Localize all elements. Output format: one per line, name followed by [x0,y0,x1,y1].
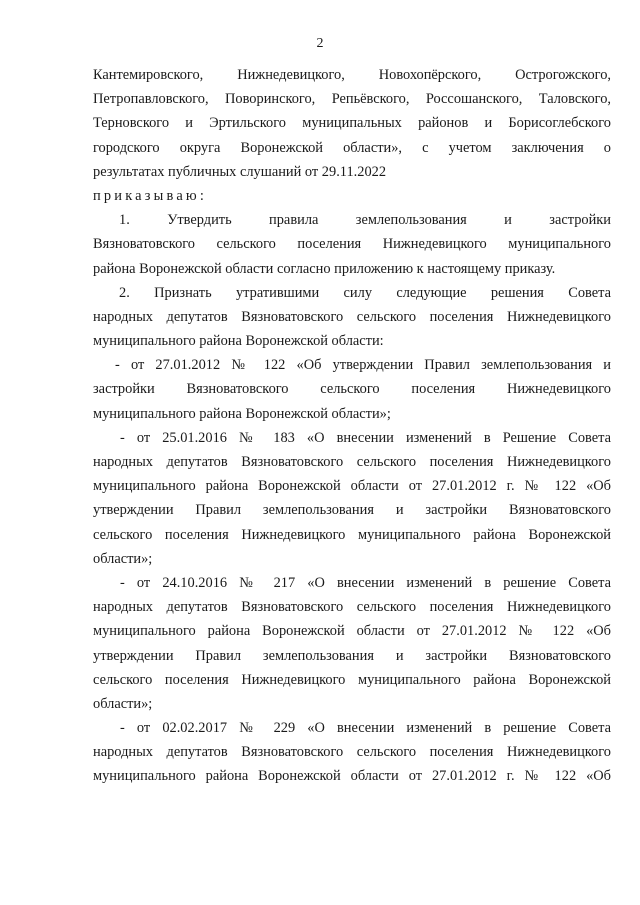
document-text-line: - от 25.01.2016 № 183 «О внесении изменений в Решение Совета [120,429,611,446]
document-text-line: Терновского и Эртильского муниципальных районов и Борисоглебского [93,115,611,132]
document-text-line: Вязноватовского сельского поселения Нижнедевицкого муниципального [93,236,611,253]
document-text-line: муниципального района Воронежской области от 27.01.2012 № 122 «Об [93,623,611,640]
document-text-line: результатах публичных слушаний от 29.11.2022 [93,163,387,180]
document-text-line: народных депутатов Вязноватовского сельского поселения Нижнедевицкого [93,308,611,325]
document-text-line: народных депутатов Вязноватовского сельского поселения Нижнедевицкого [93,599,611,616]
document-text-line: приказываю: [93,187,208,204]
document-text-line: Кантемировского, Нижнедевицкого, Новохопёрского, Острогожского, [93,67,611,83]
document-text-line: 1. Утвердить правила землепользования и застройки [119,212,611,229]
document-text-line: сельского поселения Нижнедевицкого муниципального района Воронежской [93,526,611,543]
page-number: 2 [316,36,324,51]
document-text-line: - от 02.02.2017 № 229 «О внесении изменений в решение Совета [120,720,611,737]
document-text-line: муниципального района Воронежской области: [93,333,384,350]
document-text-line: Петропавловского, Поворинского, Репьёвского, Россошанского, Таловского, [93,91,611,108]
document-body [93,63,611,789]
document-text-line: муниципального района Воронежской области»; [93,405,391,422]
document-text-line: района Воронежской области согласно приложению к настоящему приказу. [93,260,556,277]
document-text-line: утверждении Правил землепользования и застройки Вязноватовского [93,502,611,519]
document-text-line: области»; [93,550,153,567]
document-text-line: утверждении Правил землепользования и застройки Вязноватовского [93,647,611,664]
document-text-line: народных депутатов Вязноватовского сельского поселения Нижнедевицкого [93,454,611,470]
document-text-line: народных депутатов Вязноватовского сельского поселения Нижнедевицкого [93,744,611,761]
document-text-line: 2. Признать утратившими силу следующие решения Совета [119,284,611,301]
document-text-line: - от 24.10.2016 № 217 «О внесении изменений в решение Совета [120,574,611,591]
document-text-line: застройки Вязноватовского сельского поселения Нижнедевицкого [93,381,611,398]
document-text-line: городского округа Воронежской области», с учетом заключения о [93,139,611,156]
document-text-line: - от 27.01.2012 № 122 «Об утверждении Правил землепользования и [115,357,611,374]
document-text-line: муниципального района Воронежской области от 27.01.2012 г. № 122 «Об [93,768,611,785]
document-text-line: сельского поселения Нижнедевицкого муниципального района Воронежской [93,671,611,688]
document-text-line: области»; [93,695,153,712]
document-text-line: муниципального района Воронежской области от 27.01.2012 г. № 122 «Об [93,478,611,495]
